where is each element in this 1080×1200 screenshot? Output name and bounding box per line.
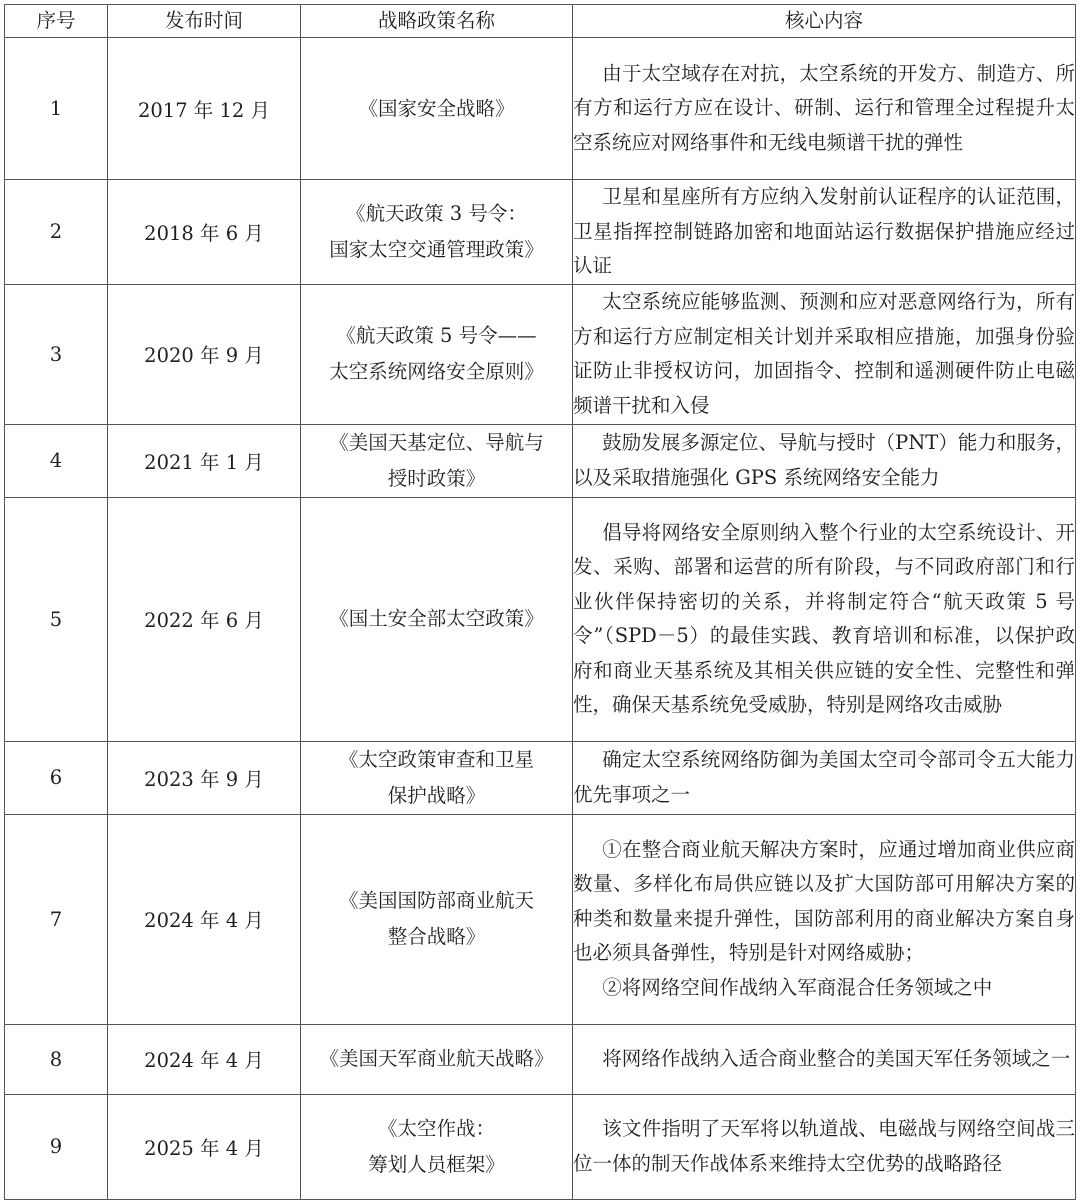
row-core-text: 由于太空域存在对抗，太空系统的开发方、制造方、所有方和运行方应在设计、研制、运行和管理全过程提升太空系统应对网络事件和无线电频谱干扰的弹性 (573, 61, 1075, 154)
table-row (5, 497, 1076, 741)
row-date: 2020 年 9 月 (108, 284, 301, 424)
header-no: 序号 (5, 5, 108, 38)
table-row (5, 1024, 1076, 1094)
row-name-line: 《美国天基定位、导航与 (329, 430, 544, 454)
row-core-text: 鼓励发展多源定位、导航与授时（PNT）能力和服务，以及采取措施强化 GPS 系统网络安全能力 (573, 431, 1075, 489)
row-name-line: 国家太空交通管理政策》 (329, 237, 544, 261)
row-core (573, 814, 1076, 1024)
table-row (5, 424, 1076, 497)
row-core-text: 确定太空系统网络防御为美国太空司令部司令五大能力优先事项之一 (573, 748, 1075, 806)
row-core-item: ①在整合商业航天解决方案时，应通过增加商业供应商数量、多样化布局供应链以及扩大国防部可用解决方案的种类和数量来提升弹性，国防部利用的商业解决方案自身也必须具备弹性，特别是针对网络威胁； (573, 837, 1075, 965)
row-core (573, 741, 1076, 814)
row-name (301, 180, 573, 285)
header-date: 发布时间 (108, 5, 301, 38)
row-name-line: 《美国国防部商业航天 (338, 889, 534, 912)
row-no: 7 (5, 814, 108, 1024)
row-name (301, 424, 573, 497)
row-core-text: 将网络作战纳入适合商业整合的美国天军任务领域之一 (602, 1046, 1071, 1070)
row-no: 1 (5, 38, 108, 180)
row-name-line: 《航天政策 3 号令： (346, 201, 527, 225)
row-name (301, 284, 573, 424)
policy-table (4, 4, 1076, 1200)
row-no: 5 (5, 497, 108, 741)
row-no: 3 (5, 284, 108, 424)
row-name-line: 《国家安全战略》 (358, 96, 515, 120)
table-row (5, 741, 1076, 814)
row-core (573, 497, 1076, 741)
row-no: 6 (5, 741, 108, 814)
row-date: 2022 年 6 月 (108, 497, 301, 741)
row-name-line: 整合战略》 (387, 925, 486, 948)
row-name-line: 《太空作战： (377, 1116, 495, 1140)
row-name (301, 814, 573, 1024)
row-name-line: 保护战略》 (387, 783, 486, 807)
row-name (301, 497, 573, 741)
row-core-text: 倡导将网络安全原则纳入整个行业的太空系统设计、开发、采购、部署和运营的所有阶段，与不同政府部门和行业伙伴保持密切的关系，并将制定符合“航天政策 5 号令”（SPD－5）的最佳实践、教育培训和标准，以保护政府和商业天基系统及其相关供应链的安全性、完整性和弹性，确保天基系统免受威胁，特别是网络攻击威胁 (573, 520, 1075, 716)
table-header-row (5, 5, 1076, 38)
row-core (573, 38, 1076, 180)
row-name-line: 《国土安全部太空政策》 (329, 607, 544, 630)
header-name: 战略政策名称 (301, 5, 573, 38)
row-no: 8 (5, 1024, 108, 1094)
table-row (5, 1094, 1076, 1199)
row-core-item: ②将网络空间作战纳入军商混合任务领域之中 (602, 975, 993, 999)
row-name (301, 1024, 573, 1094)
row-date: 2023 年 9 月 (108, 741, 301, 814)
table-row (5, 38, 1076, 180)
row-name-line: 筹划人员框架》 (368, 1152, 505, 1176)
row-name-line: 《太空政策审查和卫星 (338, 747, 534, 771)
row-core (573, 284, 1076, 424)
row-name (301, 1094, 573, 1199)
row-name-line: 授时政策》 (387, 466, 486, 490)
row-date: 2024 年 4 月 (108, 814, 301, 1024)
row-core-text: 该文件指明了天军将以轨道战、电磁战与网络空间战三位一体的制天作战体系来维持太空优势的战略路径 (573, 1117, 1075, 1175)
table-row (5, 180, 1076, 285)
row-date: 2018 年 6 月 (108, 180, 301, 285)
table-row (5, 284, 1076, 424)
row-core (573, 424, 1076, 497)
row-no: 4 (5, 424, 108, 497)
table-row (5, 814, 1076, 1024)
row-no: 2 (5, 180, 108, 285)
row-name-line: 《美国天军商业航天战略》 (319, 1047, 554, 1070)
row-core (573, 1094, 1076, 1199)
row-name (301, 741, 573, 814)
row-name-line: 《航天政策 5 号令—— (336, 324, 537, 347)
row-date: 2021 年 1 月 (108, 424, 301, 497)
row-core-text: 卫星和星座所有方应纳入发射前认证程序的认证范围，卫星指挥控制链路加密和地面站运行数据保护措施应经过认证 (573, 185, 1075, 277)
row-date: 2017 年 12 月 (108, 38, 301, 180)
row-date: 2025 年 4 月 (108, 1094, 301, 1199)
row-core (573, 1024, 1076, 1094)
row-core (573, 180, 1076, 285)
row-name (301, 38, 573, 180)
header-core: 核心内容 (573, 5, 1076, 38)
row-core-text: 太空系统应能够监测、预测和应对恶意网络行为，所有方和运行方应制定相关计划并采取相应措施，加强身份验证防止非授权访问，加固指令、控制和遥测硬件防止电磁频谱干扰和入侵 (573, 290, 1075, 417)
row-no: 9 (5, 1094, 108, 1199)
row-date: 2024 年 4 月 (108, 1024, 301, 1094)
row-name-line: 太空系统网络安全原则》 (329, 360, 544, 383)
